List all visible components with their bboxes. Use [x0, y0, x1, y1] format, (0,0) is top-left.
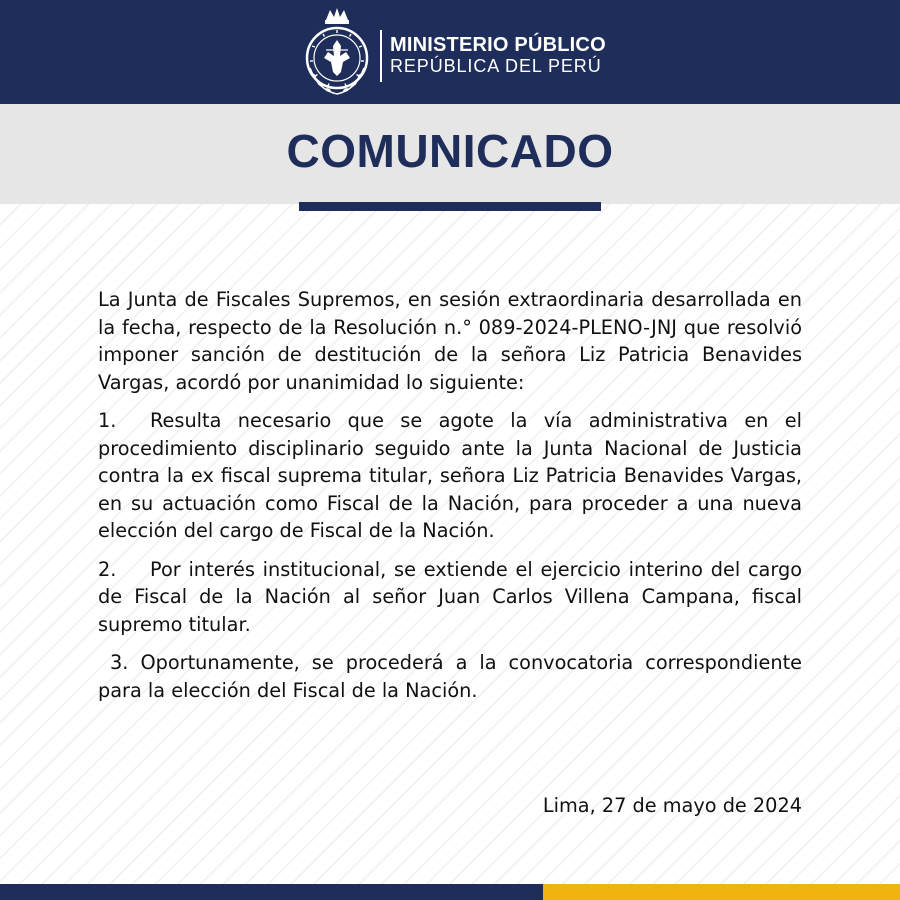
- organization-name: MINISTERIO PÚBLICO: [390, 34, 606, 56]
- footer-stripe-gold: [543, 884, 900, 900]
- list-item-number: 2.: [98, 557, 117, 581]
- organization-name-block: [390, 35, 606, 75]
- header-divider: [380, 30, 382, 82]
- intro-paragraph: La Junta de Fiscales Supremos, en sesión extraordinaria desarrollada en la fecha, respecto de la Resolución n.° 089-2024-PLENO-JNJ que resolvió imponer sanción de destitución de la señora Liz Patricia Benavides Vargas, acordó por unanimidad lo siguiente:: [98, 288, 802, 394]
- header-bar: [0, 0, 900, 104]
- list-item: [98, 407, 802, 545]
- title-underline: [299, 202, 601, 211]
- ministerio-publico-seal-icon: [304, 6, 370, 98]
- list-item: [98, 556, 802, 639]
- list-item-number: 1.: [98, 409, 117, 432]
- footer-stripe-navy: [0, 884, 543, 900]
- list-item-text: Por interés institucional, se extiende el ejercicio interino del cargo de Fiscal de la Nación al señor Juan Carlos Villena Campana, fiscal supremo titular.: [98, 557, 802, 636]
- list-item: [98, 649, 802, 704]
- list-item-number: 3.: [110, 651, 129, 674]
- document-date: Lima, 27 de mayo de 2024: [542, 794, 802, 817]
- organization-subtitle: REPÚBLICA DEL PERÚ: [390, 56, 602, 76]
- list-item-text: Oportunamente, se procederá a la convocatoria correspondiente para la elección del Fiscal de la Nación.: [98, 651, 803, 702]
- document-title: COMUNICADO: [286, 125, 614, 177]
- document-body: [98, 286, 802, 715]
- list-item-text: Resulta necesario que se agote la vía administrativa en el procedimiento disciplinario seguido ante la Junta Nacional de Justicia contra la ex fiscal suprema titular, señora Liz Patricia Benavides Vargas, en su actuación como Fiscal de la Nación, para proceder a una nueva elección del cargo de Fiscal de la Nación.: [98, 409, 802, 542]
